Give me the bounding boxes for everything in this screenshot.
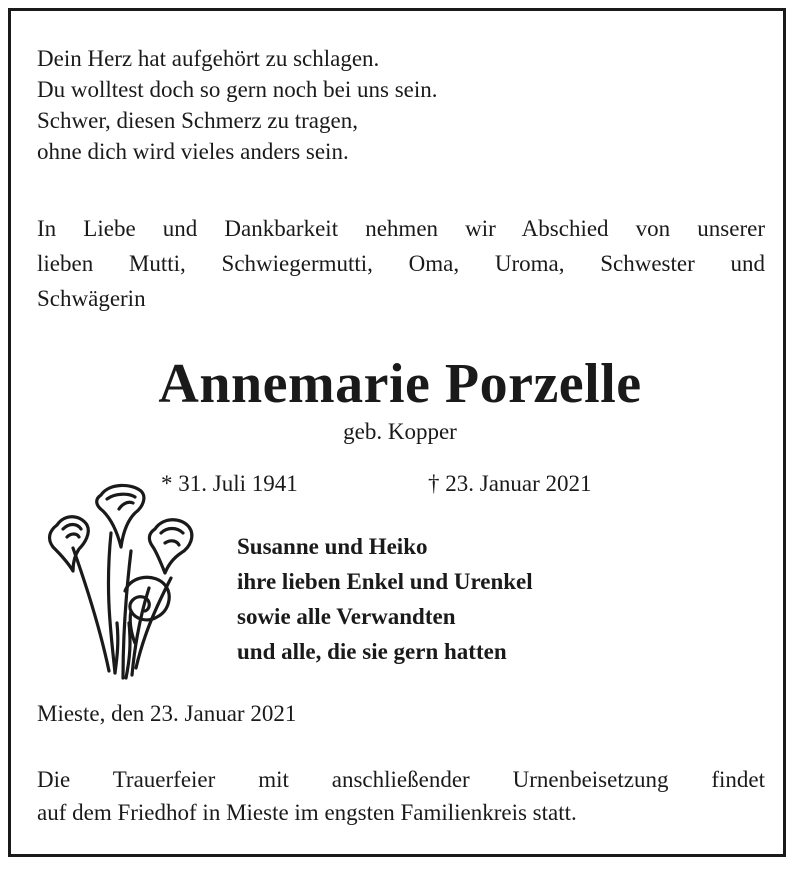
intro-line: In Liebe und Dankbarkeit nehmen wir Abschied von unserer <box>37 216 765 241</box>
poem-line: Schwer, diesen Schmerz zu tragen, <box>37 108 358 133</box>
obituary-frame <box>8 8 786 857</box>
calla-lily-icon <box>31 473 206 683</box>
place-date: Mieste, den 23. Januar 2021 <box>37 701 297 726</box>
intro-line: Schwägerin <box>37 286 146 311</box>
funeral-line: auf dem Friedhof in Mieste im engsten Familienkreis statt. <box>37 800 577 825</box>
mourners-list <box>237 529 533 669</box>
mourner-line: sowie alle Verwandten <box>237 604 456 629</box>
funeral-note <box>37 763 765 829</box>
intro-line: lieben Mutti, Schwiegermutti, Oma, Uroma, Schwester und <box>37 251 765 276</box>
mourner-line: und alle, die sie gern hatten <box>237 639 507 664</box>
poem-line: Du wolltest doch so gern noch bei uns sein. <box>37 77 438 102</box>
intro-text <box>37 211 765 316</box>
mourner-line: ihre lieben Enkel und Urenkel <box>237 569 533 594</box>
poem-line: ohne dich wird vieles anders sein. <box>37 139 349 164</box>
poem-line: Dein Herz hat aufgehört zu schlagen. <box>37 46 380 71</box>
funeral-line: Die Trauerfeier mit anschließender Urnenbeisetzung findet <box>37 767 765 792</box>
birth-date: * 31. Juli 1941 <box>161 471 298 496</box>
death-date: † 23. Januar 2021 <box>428 471 592 496</box>
maiden-name: geb. Kopper <box>343 419 457 444</box>
deceased-name: Annemarie Porzelle <box>158 353 642 415</box>
mourner-line: Susanne und Heiko <box>237 534 428 559</box>
poem <box>37 43 438 167</box>
